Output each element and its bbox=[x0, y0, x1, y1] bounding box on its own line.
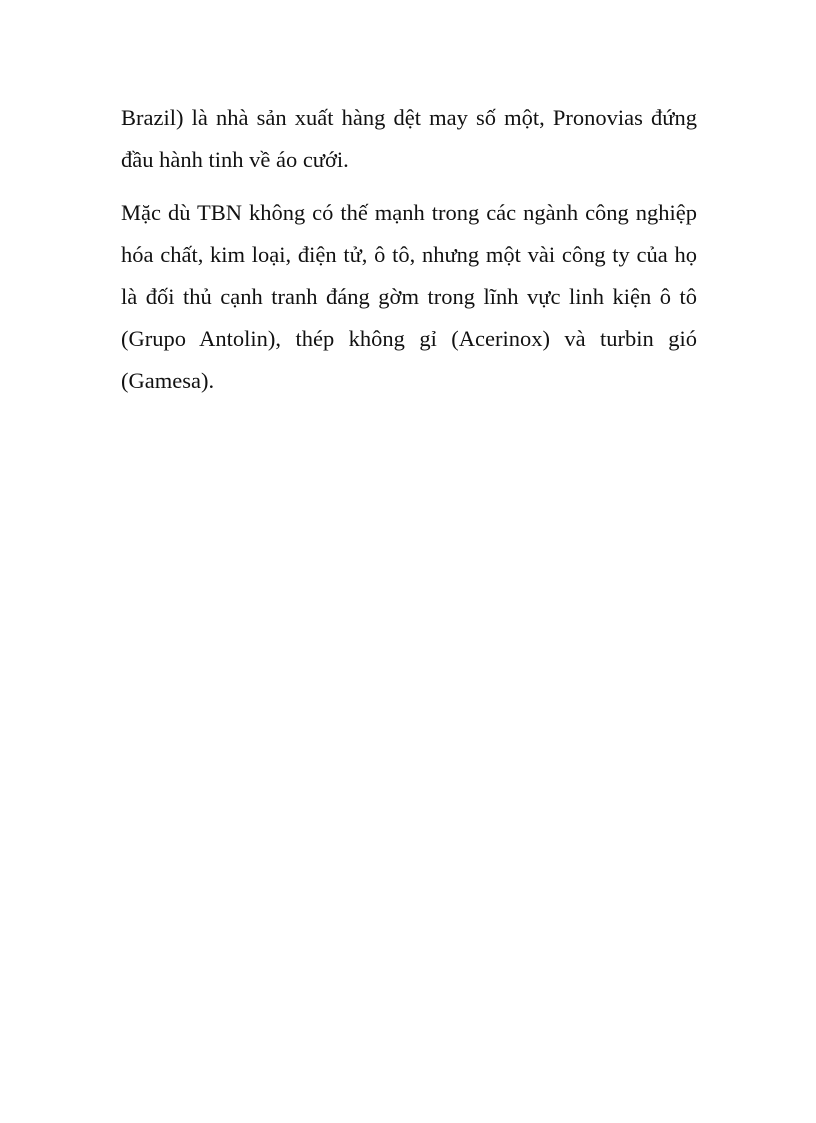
paragraph-1: Brazil) là nhà sản xuất hàng dệt may số một, Pronovias đứng đầu hành tinh về áo cưới. bbox=[121, 105, 697, 172]
document-body bbox=[121, 97, 697, 402]
paragraph-2: Mặc dù TBN không có thế mạnh trong các ngành công nghiệp hóa chất, kim loại, điện tử, ô tô, nhưng một vài công ty của họ là đối thủ cạnh tranh đáng gờm trong lĩnh vực linh kiện ô tô (Grupo Antolin), thép không gỉ (Acerinox) và turbin gió (Gamesa). bbox=[121, 200, 697, 393]
